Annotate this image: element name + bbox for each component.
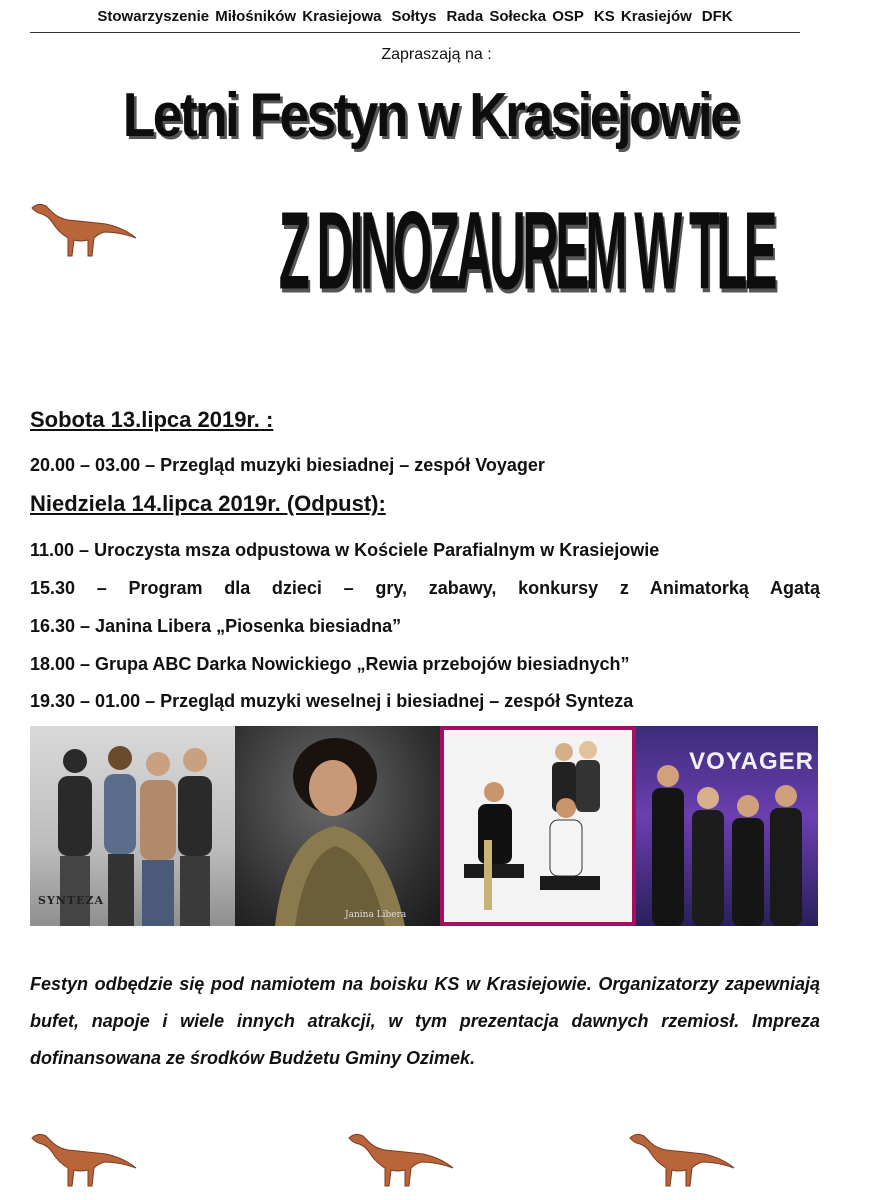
saturday-heading: Sobota 13.lipca 2019r. :	[30, 407, 274, 432]
schedule-item: 16.30 – Janina Libera „Piosenka biesiadna”	[30, 616, 402, 636]
synteza-photo	[30, 726, 235, 926]
organizer: KS Krasiejów	[593, 7, 692, 25]
organizer: Stowarzyszenie Miłośników Krasiejowa	[97, 7, 382, 25]
organizer: Sołtys	[391, 7, 437, 25]
photo-strip	[30, 726, 818, 926]
schedule-item: 19.30 – 01.00 – Przegląd muzyki weselnej i biesiadnej – zespół Synteza	[30, 691, 634, 711]
abc-group-photo	[440, 726, 636, 926]
organizer: Rada Sołecka OSP	[446, 7, 584, 25]
group-silhouettes	[444, 730, 632, 922]
organizer: DFK	[701, 7, 733, 25]
schedule-item: 15.30 – Program dla dzieci – gry, zabawy, konkursy z Animatorką Agatą	[30, 578, 820, 598]
dinosaur-icon	[626, 1128, 736, 1192]
janina-libera-caption: Janina Libera	[345, 910, 407, 920]
footer-text: Festyn odbędzie się pod namiotem na boisku KS w Krasiejowie. Organizatorzy zapewniają bufet, napoje i wiele innych atrakcji, w tym prezentacja dawnych rzemiosł. Impreza dofinansowana ze środków Budżetu Gminy Ozimek.	[30, 974, 820, 1068]
janina-libera-photo	[235, 726, 440, 926]
page-title: Letni Festyn w Krasiejowie	[122, 81, 738, 150]
page-subtitle: Z DINOZAUREM W TLE	[278, 189, 774, 313]
schedule-item: 18.00 – Grupa ABC Darka Nowickiego „Rewia przebojów biesiadnych”	[30, 654, 630, 674]
sunday-heading: Niedziela 14.lipca 2019r. (Odpust):	[30, 491, 386, 516]
dinosaur-icon	[28, 198, 138, 262]
band-silhouettes	[636, 726, 818, 926]
invite-text: Zapraszają na :	[381, 46, 492, 63]
organizers-line	[30, 0, 800, 33]
synteza-caption: SYNTEZA	[38, 894, 104, 907]
dinosaur-icon	[28, 1128, 138, 1192]
schedule-item: 11.00 – Uroczysta msza odpustowa w Kościele Parafialnym w Krasiejowie	[30, 540, 660, 560]
voyager-caption: VOYAGER	[689, 748, 814, 775]
schedule-item: 20.00 – 03.00 – Przegląd muzyki biesiadnej – zespół Voyager	[30, 455, 545, 475]
singer-silhouette	[235, 726, 440, 926]
voyager-photo	[636, 726, 818, 926]
dinosaur-icon	[345, 1128, 455, 1192]
